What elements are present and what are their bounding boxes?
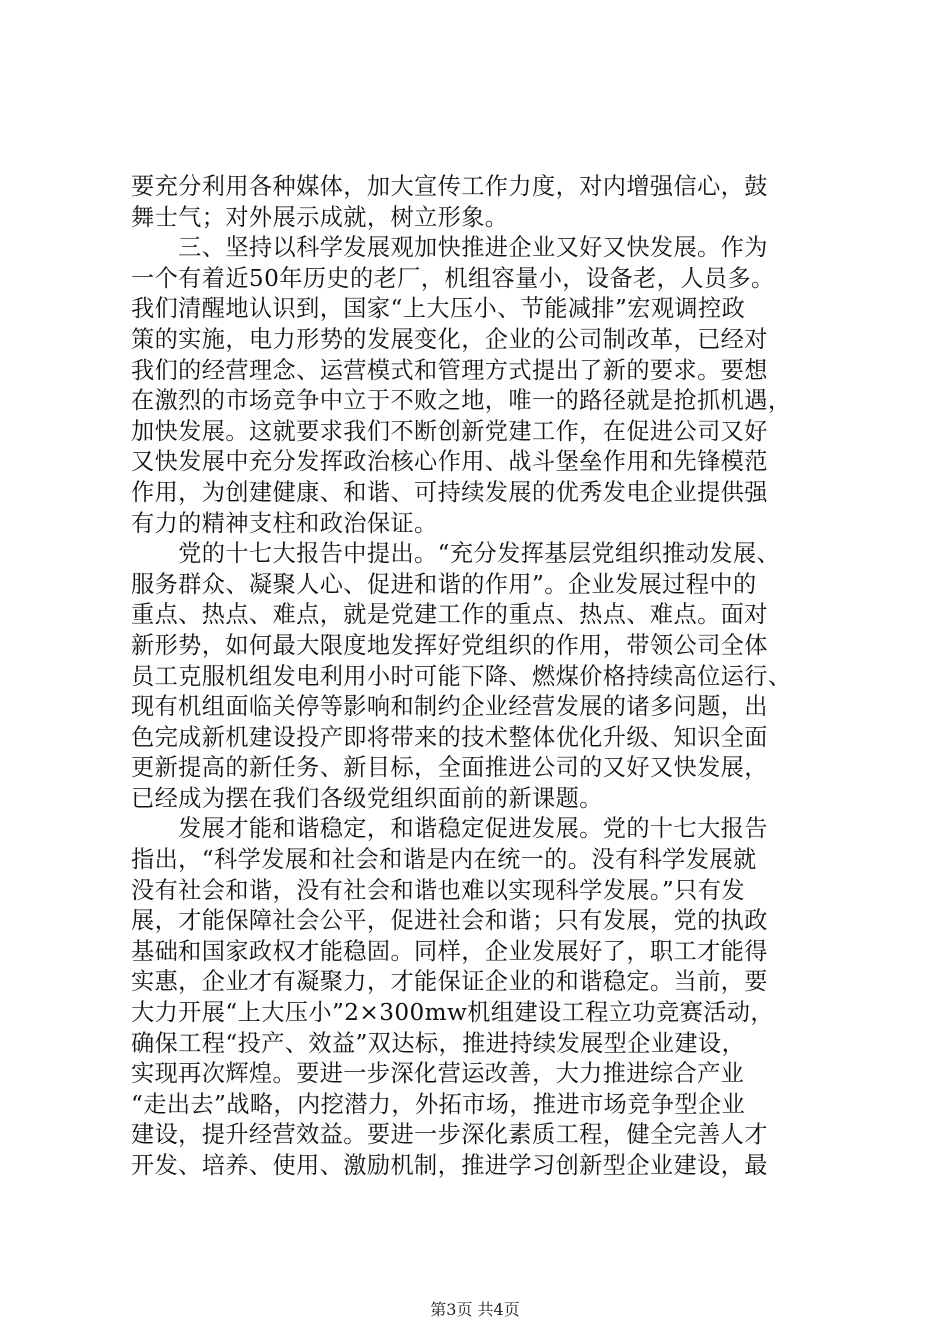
text-line: 有力的精神支柱和政治保证。: [131, 509, 438, 537]
text-line: 发展才能和谐稳定，和谐稳定促进发展。党的十七大报告: [131, 815, 768, 843]
text-line: 确保工程“投产、效益”双达标，推进持续发展型企业建设，: [131, 1029, 746, 1057]
text-line: 基础和国家政权才能稳固。同样，企业发展好了，职工才能得: [131, 937, 768, 965]
text-line: 更新提高的新任务、新目标，全面推进公司的又好又快发展，: [131, 754, 768, 782]
text-line: 三、坚持以科学发展观加快推进企业又好又快发展。作为: [131, 234, 768, 262]
text-line: 建设，提升经营效益。要进一步深化素质工程，健全完善人才: [131, 1121, 768, 1149]
text-line: 加快发展。这就要求我们不断创新党建工作，在促进公司又好: [131, 417, 768, 445]
text-line: 重点、热点、难点，就是党建工作的重点、热点、难点。面对: [131, 601, 768, 629]
text-line: 我们的经营理念、运营模式和管理方式提出了新的要求。要想: [131, 356, 768, 384]
text-line: 作用，为创建健康、和谐、可持续发展的优秀发电企业提供强: [131, 478, 768, 506]
text-line: 员工克服机组发电利用小时可能下降、燃煤价格持续高位运行、: [131, 662, 792, 690]
text-line: 实现再次辉煌。要进一步深化营运改善，大力推进综合产业: [131, 1060, 745, 1088]
text-line: 要充分利用各种媒体，加大宣传工作力度，对内增强信心，鼓: [131, 173, 768, 200]
text-line: 开发、培养、使用、激励机制，推进学习创新型企业建设，最: [131, 1152, 768, 1179]
text-line: 展，才能保障社会公平，促进社会和谐；只有发展，党的执政: [131, 907, 768, 935]
text-line: 没有社会和谐，没有社会和谐也难以实现科学发展。”只有发: [131, 876, 745, 904]
page-number-footer: 第3页 共4页: [430, 1300, 520, 1319]
text-line: 指出，“科学发展和社会和谐是内在统一的。没有科学发展就: [131, 846, 757, 874]
text-line: 又快发展中充分发挥政治核心作用、战斗堡垒作用和先锋模范: [131, 448, 768, 476]
text-line: 大力开展“上大压小”2×300mw机组建设工程立功竞赛活动，: [131, 999, 774, 1027]
text-line: 已经成为摆在我们各级党组织面前的新课题。: [131, 784, 603, 812]
body-text: [131, 172, 831, 1182]
text-line: 新形势，如何最大限度地发挥好党组织的作用，带领公司全体: [131, 631, 768, 659]
text-line: 一个有着近50年历史的老厂，机组容量小，设备老，人员多。: [131, 264, 775, 292]
text-line: 现有机组面临关停等影响和制约企业经营发展的诸多问题，出: [131, 693, 768, 721]
text-line: 我们清醒地认识到，国家“上大压小、节能减排”宏观调控政: [131, 295, 746, 323]
text-line: 实惠，企业才有凝聚力，才能保证企业的和谐稳定。当前，要: [131, 968, 768, 996]
text-line: 党的十七大报告中提出。“充分发挥基层党组织推动发展、: [131, 540, 781, 568]
text-line: “走出去”战略，内挖潜力，外拓市场，推进市场竞争型企业: [131, 1090, 746, 1118]
text-line: 服务群众、凝聚人心、促进和谐的作用”。企业发展过程中的: [131, 570, 757, 598]
text-line: 舞士气；对外展示成就，树立形象。: [131, 203, 509, 231]
text-line: 策的实施，电力形势的发展变化，企业的公司制改革，已经对: [131, 325, 768, 353]
text-line: 在激烈的市场竞争中立于不败之地，唯一的路径就是抢抓机遇，: [131, 387, 792, 415]
text-line: 色完成新机建设投产即将带来的技术整体优化升级、知识全面: [131, 723, 768, 751]
